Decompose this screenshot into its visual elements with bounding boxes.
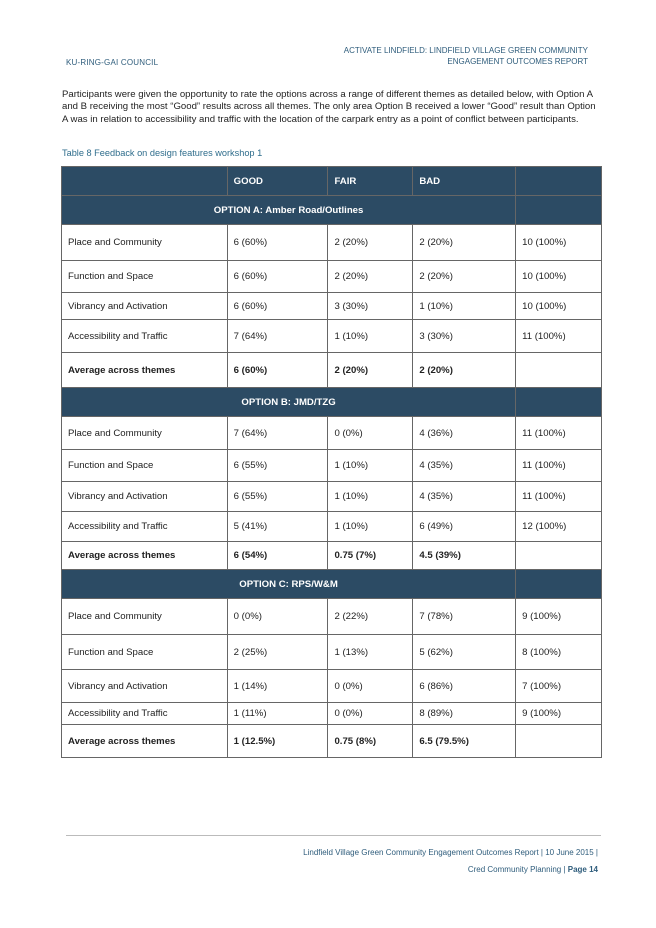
option-title: OPTION A: Amber Road/Outlines (62, 196, 516, 225)
value-cell: 7 (78%) (413, 599, 516, 635)
value-cell: 0.75 (7%) (328, 542, 413, 570)
table-row (62, 482, 602, 512)
value-cell: 10 (100%) (516, 261, 602, 293)
feedback-table-body (62, 167, 602, 758)
value-cell: 1 (10%) (328, 450, 413, 482)
value-cell: 1 (12.5%) (227, 725, 328, 758)
value-cell: 1 (10%) (328, 482, 413, 512)
header-cell (62, 167, 228, 196)
value-cell: 4 (35%) (413, 450, 516, 482)
value-cell: 2 (25%) (227, 635, 328, 670)
table-row (62, 261, 602, 293)
theme-cell: Average across themes (62, 353, 228, 388)
value-cell: 2 (20%) (413, 353, 516, 388)
footer-company: Cred Community Planning | (467, 865, 568, 874)
value-cell: 0 (0%) (328, 703, 413, 725)
page-number: Page 14 (567, 865, 598, 874)
value-cell: 9 (100%) (516, 599, 602, 635)
option-header-row (62, 196, 602, 225)
option-header-empty-cell (516, 570, 602, 599)
table-row (62, 293, 602, 320)
value-cell: 6 (55%) (227, 450, 328, 482)
feedback-table (61, 166, 602, 758)
intro-paragraph: Participants were given the opportunity to rate the options across a range of different themes as detailed below, with Option A and B receiving the most “Good” results across all themes. The only area Option B received a lower “Good” result than Option A was in relation to accessibility and traffic with the location of the carpark entry as a point of conflict between participants. (62, 89, 596, 125)
value-cell: 3 (30%) (413, 320, 516, 353)
average-row (62, 725, 602, 758)
value-cell: 2 (22%) (328, 599, 413, 635)
value-cell: 2 (20%) (328, 261, 413, 293)
value-cell: 7 (100%) (516, 670, 602, 703)
theme-cell: Vibrancy and Activation (62, 482, 228, 512)
value-cell: 0 (0%) (328, 670, 413, 703)
value-cell: 4 (35%) (413, 482, 516, 512)
value-cell (516, 353, 602, 388)
value-cell: 1 (14%) (227, 670, 328, 703)
value-cell: 11 (100%) (516, 482, 602, 512)
table-row (62, 320, 602, 353)
value-cell: 10 (100%) (516, 225, 602, 261)
value-cell: 4 (36%) (413, 417, 516, 450)
theme-cell: Function and Space (62, 450, 228, 482)
value-cell: 7 (64%) (227, 320, 328, 353)
header-cell-total (516, 167, 602, 196)
value-cell: 6 (60%) (227, 225, 328, 261)
value-cell: 0.75 (8%) (328, 725, 413, 758)
theme-cell: Place and Community (62, 225, 228, 261)
value-cell: 4.5 (39%) (413, 542, 516, 570)
value-cell: 2 (20%) (328, 353, 413, 388)
theme-cell: Average across themes (62, 542, 228, 570)
value-cell: 0 (0%) (227, 599, 328, 635)
value-cell: 2 (20%) (328, 225, 413, 261)
value-cell: 6 (86%) (413, 670, 516, 703)
value-cell: 9 (100%) (516, 703, 602, 725)
table-row (62, 670, 602, 703)
option-header-empty-cell (516, 388, 602, 417)
theme-cell: Vibrancy and Activation (62, 670, 228, 703)
value-cell: 11 (100%) (516, 417, 602, 450)
value-cell: 6 (60%) (227, 293, 328, 320)
report-title (298, 45, 588, 67)
value-cell: 6 (60%) (227, 261, 328, 293)
table-row (62, 635, 602, 670)
value-cell (516, 542, 602, 570)
value-cell: 0 (0%) (328, 417, 413, 450)
council-name: KU-RING-GAI COUNCIL (66, 58, 159, 67)
value-cell: 10 (100%) (516, 293, 602, 320)
value-cell: 11 (100%) (516, 450, 602, 482)
option-title: OPTION B: JMD/TZG (62, 388, 516, 417)
average-row (62, 353, 602, 388)
table-caption: Table 8 Feedback on design features workshop 1 (62, 148, 263, 158)
value-cell: 7 (64%) (227, 417, 328, 450)
theme-cell: Place and Community (62, 599, 228, 635)
value-cell: 2 (20%) (413, 261, 516, 293)
footer-divider (66, 835, 601, 836)
table-header-row (62, 167, 602, 196)
theme-cell: Average across themes (62, 725, 228, 758)
table-row (62, 225, 602, 261)
header-cell-bad: BAD (413, 167, 516, 196)
value-cell: 1 (10%) (328, 512, 413, 542)
value-cell: 11 (100%) (516, 320, 602, 353)
theme-cell: Accessibility and Traffic (62, 703, 228, 725)
footer-page-info (468, 865, 598, 874)
option-header-row (62, 570, 602, 599)
value-cell: 3 (30%) (328, 293, 413, 320)
option-title: OPTION C: RPS/W&M (62, 570, 516, 599)
theme-cell: Place and Community (62, 417, 228, 450)
value-cell: 1 (10%) (413, 293, 516, 320)
report-title-line1: ACTIVATE LINDFIELD: LINDFIELD VILLAGE GREEN COMMUNITY (343, 46, 588, 55)
value-cell: 6 (55%) (227, 482, 328, 512)
table-row (62, 450, 602, 482)
table-row (62, 703, 602, 725)
value-cell: 5 (62%) (413, 635, 516, 670)
value-cell: 8 (100%) (516, 635, 602, 670)
theme-cell: Accessibility and Traffic (62, 320, 228, 353)
option-header-empty-cell (516, 196, 602, 225)
value-cell: 1 (11%) (227, 703, 328, 725)
value-cell: 6 (54%) (227, 542, 328, 570)
value-cell: 6 (60%) (227, 353, 328, 388)
theme-cell: Accessibility and Traffic (62, 512, 228, 542)
table-row (62, 417, 602, 450)
theme-cell: Function and Space (62, 261, 228, 293)
value-cell: 8 (89%) (413, 703, 516, 725)
table-row (62, 599, 602, 635)
footer-report-info: Lindfield Village Green Community Engagement Outcomes Report | 10 June 2015 | (303, 848, 598, 857)
theme-cell: Vibrancy and Activation (62, 293, 228, 320)
value-cell: 2 (20%) (413, 225, 516, 261)
theme-cell: Function and Space (62, 635, 228, 670)
value-cell: 12 (100%) (516, 512, 602, 542)
average-row (62, 542, 602, 570)
value-cell: 1 (10%) (328, 320, 413, 353)
table-row (62, 512, 602, 542)
value-cell: 6 (49%) (413, 512, 516, 542)
header-cell-good: GOOD (227, 167, 328, 196)
value-cell: 1 (13%) (328, 635, 413, 670)
value-cell: 6.5 (79.5%) (413, 725, 516, 758)
report-title-line2: ENGAGEMENT OUTCOMES REPORT (447, 57, 588, 66)
option-header-row (62, 388, 602, 417)
header-cell-fair: FAIR (328, 167, 413, 196)
value-cell: 5 (41%) (227, 512, 328, 542)
value-cell (516, 725, 602, 758)
